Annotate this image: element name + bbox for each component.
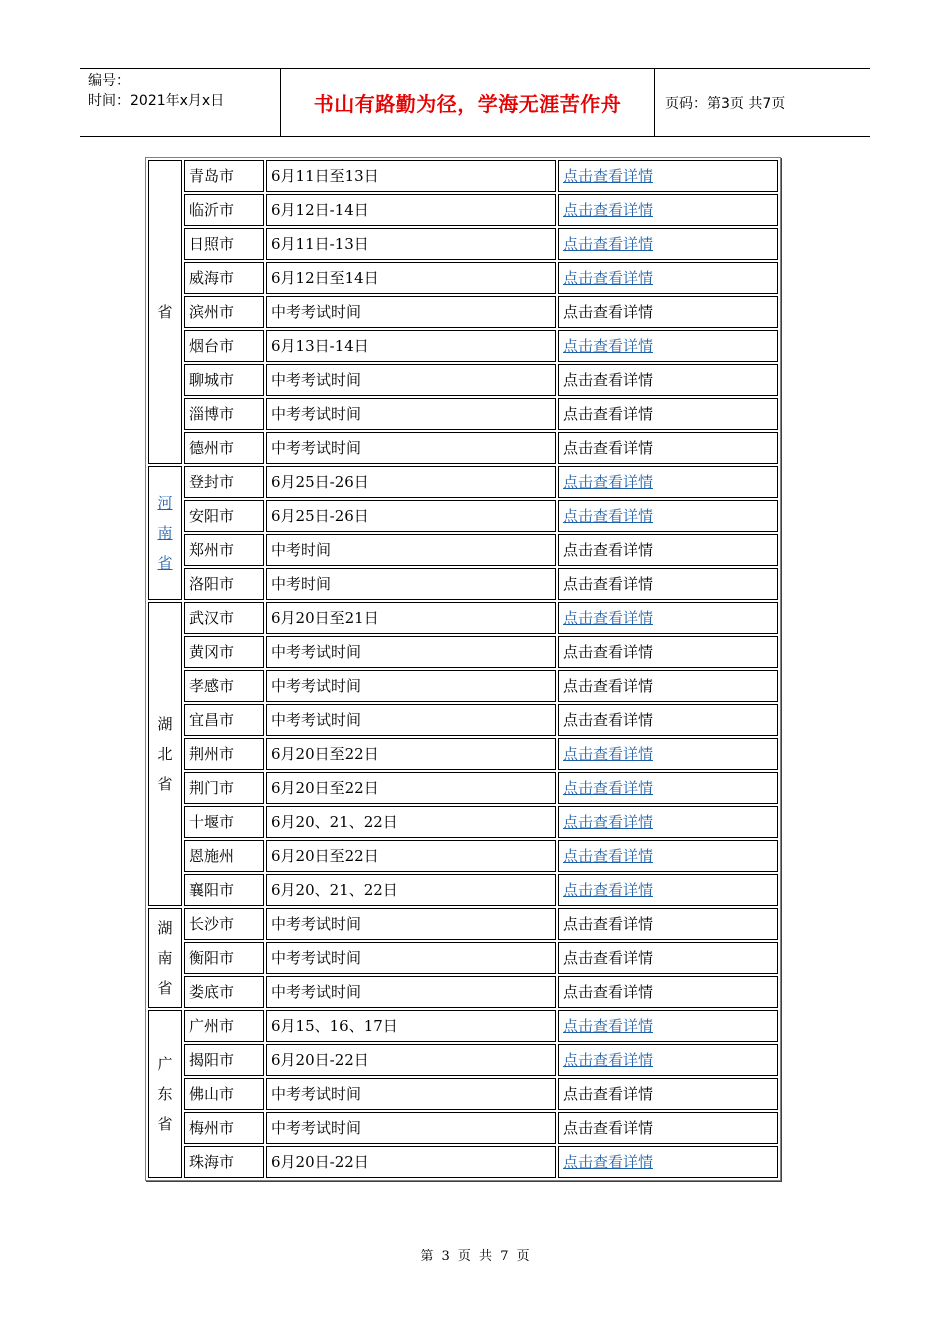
city-cell: 珠海市 <box>184 1146 264 1178</box>
table-row <box>148 466 778 498</box>
detail-cell <box>558 228 778 260</box>
province-name-char: 省 <box>157 1115 173 1133</box>
table-row <box>148 738 778 770</box>
table-row <box>148 568 778 600</box>
city-cell: 青岛市 <box>184 160 264 192</box>
exam-time-cell: 中考考试时间 <box>266 296 556 328</box>
province-name-char: 湖 <box>157 715 173 733</box>
view-details-text: 点击查看详情 <box>563 575 654 593</box>
city-cell: 德州市 <box>184 432 264 464</box>
table-row <box>148 942 778 974</box>
city-cell: 孝感市 <box>184 670 264 702</box>
exam-time-cell: 中考考试时间 <box>266 908 556 940</box>
view-details-text: 点击查看详情 <box>563 949 654 967</box>
city-cell: 佛山市 <box>184 1078 264 1110</box>
table-row <box>148 160 778 192</box>
header-divider <box>654 69 655 136</box>
view-details-link[interactable]: 点击查看详情 <box>563 745 654 763</box>
city-cell: 郑州市 <box>184 534 264 566</box>
exam-time-cell: 6月20、21、22日 <box>266 874 556 906</box>
city-cell: 十堰市 <box>184 806 264 838</box>
detail-cell <box>558 1112 778 1144</box>
table-row <box>148 1112 778 1144</box>
city-cell: 宜昌市 <box>184 704 264 736</box>
view-details-link[interactable]: 点击查看详情 <box>563 473 654 491</box>
detail-cell <box>558 840 778 872</box>
table-row <box>148 602 778 634</box>
exam-time-cell: 6月20、21、22日 <box>266 806 556 838</box>
detail-cell <box>558 262 778 294</box>
exam-time-cell: 6月20日至21日 <box>266 602 556 634</box>
header-motto: 书山有路勤为径，学海无涯苦作舟 <box>313 92 622 116</box>
detail-cell <box>558 670 778 702</box>
table-row <box>148 704 778 736</box>
city-cell: 武汉市 <box>184 602 264 634</box>
table-row <box>148 840 778 872</box>
city-cell: 烟台市 <box>184 330 264 362</box>
table-row <box>148 330 778 362</box>
province-name-char[interactable]: 南 <box>157 524 173 542</box>
province-name-char: 省 <box>157 775 173 793</box>
view-details-link[interactable]: 点击查看详情 <box>563 507 654 525</box>
view-details-link[interactable]: 点击查看详情 <box>563 201 654 219</box>
page-footer: 第 3 页 共 7 页 <box>420 1249 530 1264</box>
view-details-text: 点击查看详情 <box>563 1085 654 1103</box>
table-row <box>148 1146 778 1178</box>
exam-time-cell: 中考考试时间 <box>266 432 556 464</box>
view-details-text: 点击查看详情 <box>563 303 654 321</box>
city-cell: 衡阳市 <box>184 942 264 974</box>
table-row <box>148 874 778 906</box>
table-row <box>148 1078 778 1110</box>
city-cell: 长沙市 <box>184 908 264 940</box>
city-cell: 登封市 <box>184 466 264 498</box>
table-row <box>148 534 778 566</box>
city-cell: 临沂市 <box>184 194 264 226</box>
city-cell: 荆门市 <box>184 772 264 804</box>
city-cell: 荆州市 <box>184 738 264 770</box>
document-time-label: 时间：2021年x月x日 <box>88 93 225 109</box>
city-cell: 襄阳市 <box>184 874 264 906</box>
exam-time-cell: 中考考试时间 <box>266 670 556 702</box>
detail-cell <box>558 1078 778 1110</box>
exam-time-cell: 6月20日至22日 <box>266 840 556 872</box>
province-name-char: 广 <box>157 1055 173 1073</box>
province-name-char: 南 <box>157 949 173 967</box>
detail-cell <box>558 160 778 192</box>
exam-time-cell: 6月15、16、17日 <box>266 1010 556 1042</box>
table-row <box>148 432 778 464</box>
detail-cell <box>558 942 778 974</box>
city-cell: 揭阳市 <box>184 1044 264 1076</box>
city-cell: 洛阳市 <box>184 568 264 600</box>
province-cell <box>148 1010 182 1178</box>
detail-cell <box>558 194 778 226</box>
detail-cell <box>558 738 778 770</box>
exam-time-cell: 6月20日-22日 <box>266 1044 556 1076</box>
table-row <box>148 262 778 294</box>
city-cell: 滨州市 <box>184 296 264 328</box>
exam-time-cell: 6月13日-14日 <box>266 330 556 362</box>
view-details-link[interactable]: 点击查看详情 <box>563 881 654 899</box>
detail-cell <box>558 398 778 430</box>
exam-schedule-table <box>145 157 781 1181</box>
province-name-char: 湖 <box>157 919 173 937</box>
exam-time-cell: 中考考试时间 <box>266 1078 556 1110</box>
province-cell <box>148 602 182 906</box>
view-details-link[interactable]: 点击查看详情 <box>563 337 654 355</box>
detail-cell <box>558 772 778 804</box>
view-details-text: 点击查看详情 <box>563 439 654 457</box>
province-name-char: 省 <box>157 303 173 321</box>
city-cell: 日照市 <box>184 228 264 260</box>
view-details-text: 点击查看详情 <box>563 371 654 389</box>
exam-time-cell: 中考时间 <box>266 534 556 566</box>
table-row <box>148 228 778 260</box>
exam-time-cell: 6月12日-14日 <box>266 194 556 226</box>
view-details-text: 点击查看详情 <box>563 915 654 933</box>
detail-cell <box>558 704 778 736</box>
exam-time-cell: 中考考试时间 <box>266 636 556 668</box>
exam-time-cell: 6月12日至14日 <box>266 262 556 294</box>
province-cell <box>148 160 182 464</box>
exam-time-cell: 6月20日至22日 <box>266 772 556 804</box>
city-cell: 安阳市 <box>184 500 264 532</box>
exam-time-cell: 中考考试时间 <box>266 398 556 430</box>
table-row <box>148 398 778 430</box>
view-details-link[interactable]: 点击查看详情 <box>563 235 654 253</box>
exam-time-cell: 中考考试时间 <box>266 704 556 736</box>
exam-time-cell: 6月11日-13日 <box>266 228 556 260</box>
view-details-text: 点击查看详情 <box>563 677 654 695</box>
city-cell: 聊城市 <box>184 364 264 396</box>
view-details-text: 点击查看详情 <box>563 983 654 1001</box>
document-number-label: 编号： <box>88 73 130 89</box>
detail-cell <box>558 908 778 940</box>
exam-time-cell: 6月25日-26日 <box>266 466 556 498</box>
province-name-char: 东 <box>157 1085 173 1103</box>
detail-cell <box>558 296 778 328</box>
city-cell: 恩施州 <box>184 840 264 872</box>
table-row <box>148 772 778 804</box>
exam-time-cell: 6月25日-26日 <box>266 500 556 532</box>
table-row <box>148 194 778 226</box>
detail-cell <box>558 1044 778 1076</box>
view-details-link[interactable]: 点击查看详情 <box>563 1153 654 1171</box>
exam-time-cell: 中考考试时间 <box>266 942 556 974</box>
detail-cell <box>558 976 778 1008</box>
view-details-link[interactable]: 点击查看详情 <box>563 847 654 865</box>
detail-cell <box>558 330 778 362</box>
view-details-text: 点击查看详情 <box>563 643 654 661</box>
province-name-char[interactable]: 省 <box>157 554 173 572</box>
detail-cell <box>558 568 778 600</box>
detail-cell <box>558 1010 778 1042</box>
province-name-char[interactable]: 河 <box>157 494 173 512</box>
province-name-char: 北 <box>157 745 173 763</box>
table-row <box>148 636 778 668</box>
view-details-link[interactable]: 点击查看详情 <box>563 1051 654 1069</box>
province-cell <box>148 908 182 1008</box>
view-details-link[interactable]: 点击查看详情 <box>563 609 654 627</box>
exam-time-cell: 6月20日-22日 <box>266 1146 556 1178</box>
exam-time-cell: 中考考试时间 <box>266 364 556 396</box>
province-name-char: 省 <box>157 979 173 997</box>
table-row <box>148 1044 778 1076</box>
exam-time-cell: 中考考试时间 <box>266 1112 556 1144</box>
table-row <box>148 976 778 1008</box>
view-details-link[interactable]: 点击查看详情 <box>563 167 654 185</box>
view-details-link[interactable]: 点击查看详情 <box>563 779 654 797</box>
table-row <box>148 806 778 838</box>
view-details-link[interactable]: 点击查看详情 <box>563 1017 654 1035</box>
header-meta <box>88 71 224 111</box>
exam-time-cell: 中考时间 <box>266 568 556 600</box>
exam-schedule-body <box>148 160 778 1178</box>
city-cell: 梅州市 <box>184 1112 264 1144</box>
detail-cell <box>558 364 778 396</box>
city-cell: 娄底市 <box>184 976 264 1008</box>
detail-cell <box>558 500 778 532</box>
exam-time-cell: 中考考试时间 <box>266 976 556 1008</box>
page-header <box>80 68 870 137</box>
exam-time-cell: 6月20日至22日 <box>266 738 556 770</box>
city-cell: 威海市 <box>184 262 264 294</box>
city-cell: 广州市 <box>184 1010 264 1042</box>
view-details-text: 点击查看详情 <box>563 1119 654 1137</box>
detail-cell <box>558 806 778 838</box>
view-details-text: 点击查看详情 <box>563 711 654 729</box>
table-row <box>148 500 778 532</box>
detail-cell <box>558 466 778 498</box>
view-details-text: 点击查看详情 <box>563 541 654 559</box>
table-row <box>148 908 778 940</box>
province-cell[interactable] <box>148 466 182 600</box>
city-cell: 黄冈市 <box>184 636 264 668</box>
view-details-text: 点击查看详情 <box>563 405 654 423</box>
view-details-link[interactable]: 点击查看详情 <box>563 269 654 287</box>
city-cell: 淄博市 <box>184 398 264 430</box>
table-row <box>148 296 778 328</box>
detail-cell <box>558 534 778 566</box>
table-row <box>148 670 778 702</box>
detail-cell <box>558 432 778 464</box>
table-row <box>148 364 778 396</box>
detail-cell <box>558 1146 778 1178</box>
detail-cell <box>558 602 778 634</box>
table-row <box>148 1010 778 1042</box>
exam-time-cell: 6月11日至13日 <box>266 160 556 192</box>
view-details-link[interactable]: 点击查看详情 <box>563 813 654 831</box>
detail-cell <box>558 636 778 668</box>
detail-cell <box>558 874 778 906</box>
header-page-number: 页码：第3页 共7页 <box>665 95 786 112</box>
